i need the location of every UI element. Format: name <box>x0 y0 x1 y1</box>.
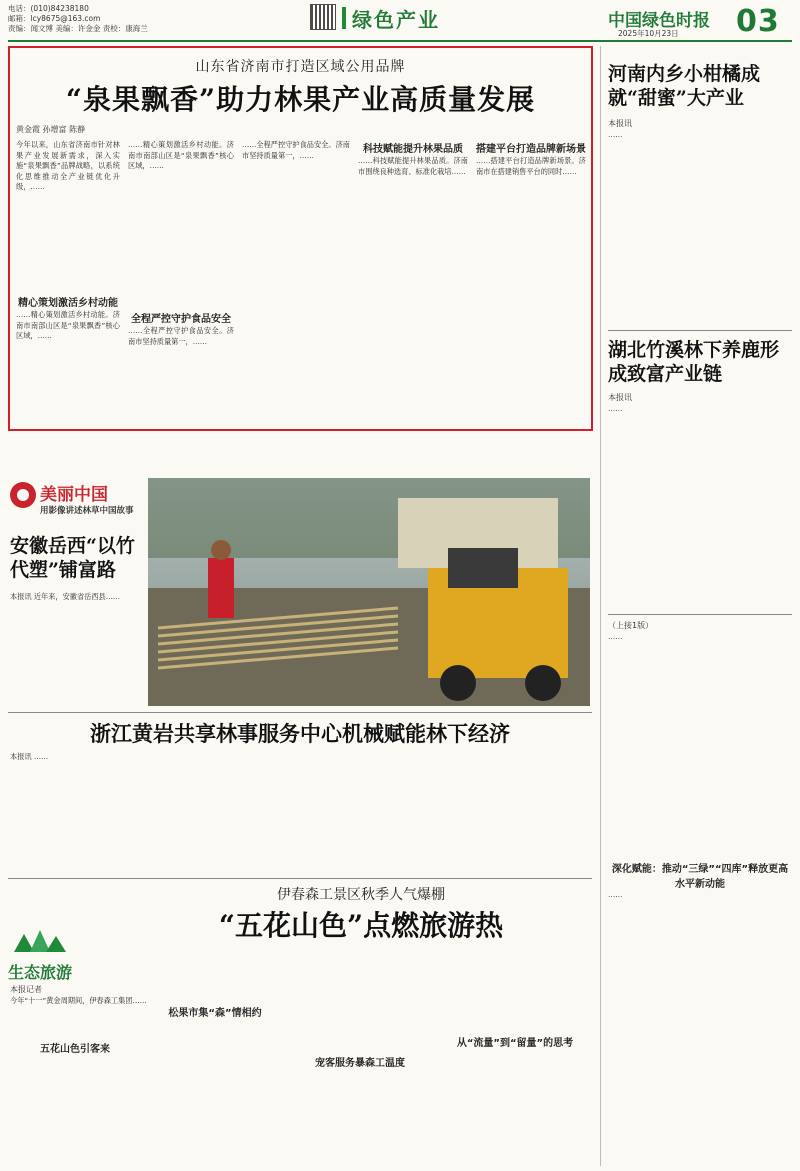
lead-subhead-1: 精心策划激活乡村动能 <box>18 298 118 309</box>
tourism-body: 今年“十一”黄金周期间，伊春森工集团…… <box>10 996 147 1005</box>
editors: 责编：闻文博 美编：许金金 责校：康海兰 <box>8 24 148 33</box>
masthead-rule <box>8 40 792 42</box>
issue-date: 2025年10月23日 <box>618 29 679 38</box>
masthead <box>8 4 792 38</box>
tourism-subhead-3: 宠客服务暴森工温度 <box>315 1058 405 1069</box>
continued-label: （上接1版） <box>608 621 654 630</box>
beautiful-china-name: 美丽中国 <box>40 485 108 505</box>
lead-column-2b: ……全程严控守护食品安全。济南市坚持质量第一，…… <box>128 326 234 346</box>
section-name: 绿色产业 <box>352 7 440 32</box>
lead-kicker: 山东省济南市打造区域公用品牌 <box>195 59 406 75</box>
contact-phone: 电话：(010)84238180 <box>8 4 89 13</box>
lead-column-1: 今年以来，山东省济南市针对林果产业发展新需求，深入实施“泉果飘香”品牌战略，以系统化思维推动全产业链优化升级，…… <box>16 140 120 192</box>
deepen-subhead: 深化赋能：推动“三绿”“四库”释放更高水平新动能 <box>611 864 789 890</box>
lead-subhead-3: 科技赋能提升林果品质 <box>363 144 463 155</box>
lead-headline: “泉果飘香”助力林果产业高质量发展 <box>65 83 536 116</box>
zhejiang-body: 本报讯 …… <box>10 752 49 761</box>
tourism-byline: 本报记者 <box>10 985 42 994</box>
henan-headline: 河南内乡小柑橘成就“甜蜜”大产业 <box>608 63 761 109</box>
divider <box>608 330 792 331</box>
deepen-body: …… <box>608 890 623 899</box>
column-rule <box>600 46 601 1166</box>
hubei-headline: 湖北竹溪林下养鹿形成致富产业链 <box>608 339 780 385</box>
contact-email: 邮箱：lcy8675@163.com <box>8 14 101 23</box>
zhejiang-headline: 浙江黄岩共享林事服务中心机械赋能林下经济 <box>90 721 510 746</box>
lead-column-2: ……精心策划激活乡村动能。济南市南部山区是“泉果飘香”核心区域，…… <box>128 140 234 171</box>
henan-byline: 本报讯 <box>608 119 632 128</box>
page-number: 03 <box>736 4 780 39</box>
tree-icon <box>8 928 68 956</box>
divider <box>8 878 592 879</box>
paper-name: 中国绿色时报 <box>608 11 710 31</box>
anhui-body: 本报讯 近年来，安徽省岳西县…… <box>10 592 121 601</box>
continued-body: …… <box>608 632 623 641</box>
eco-tourism-name: 生态旅游 <box>8 963 73 982</box>
tourism-subhead-1: 五花山色引客来 <box>40 1044 110 1055</box>
anhui-headline: 安徽岳西“以竹代塑”铺富路 <box>10 535 135 581</box>
lead-byline: 黄金霞 孙增富 陈静 <box>16 125 86 134</box>
divider <box>8 712 592 713</box>
bamboo-factory-photo <box>148 478 590 706</box>
beautiful-china-slogan: 用影像讲述林草中国故事 <box>40 506 134 516</box>
lead-column-4: ……科技赋能提升林果品质。济南市围绕良种选育、标准化栽培…… <box>358 156 468 176</box>
tourism-subhead-4: 从“流量”到“留量”的思考 <box>456 1038 574 1049</box>
eco-tourism-tag <box>8 928 118 982</box>
tourism-headline: “五花山色”点燃旅游热 <box>218 909 504 942</box>
hubei-byline: 本报讯 <box>608 393 632 402</box>
lead-column-3: ……全程严控守护食品安全。济南市坚持质量第一，…… <box>242 140 350 160</box>
photo-illustration <box>148 478 590 706</box>
lead-subhead-4: 搭建平台打造品牌新场景 <box>476 144 586 155</box>
section-header <box>342 6 440 30</box>
tourism-kicker: 伊春森工景区秋季人气爆棚 <box>277 887 445 903</box>
lead-article <box>8 46 593 431</box>
henan-body: …… <box>608 130 623 139</box>
hubei-body: …… <box>608 404 623 413</box>
beautiful-china-tag <box>10 480 134 526</box>
tourism-subhead-2: 松果市集“森”情相约 <box>168 1008 262 1019</box>
lead-column-1b: ……精心策划激活乡村动能。济南市南部山区是“泉果飘香”核心区域，…… <box>16 310 120 341</box>
beautiful-china-logo-icon <box>10 482 36 508</box>
divider <box>608 614 792 615</box>
contact-block <box>8 4 148 34</box>
qr-code-icon <box>310 4 336 30</box>
lead-column-5: ……搭建平台打造品牌新场景。济南市在搭建销售平台的同时…… <box>476 156 586 176</box>
lead-subhead-2: 全程严控守护食品安全 <box>131 314 231 325</box>
